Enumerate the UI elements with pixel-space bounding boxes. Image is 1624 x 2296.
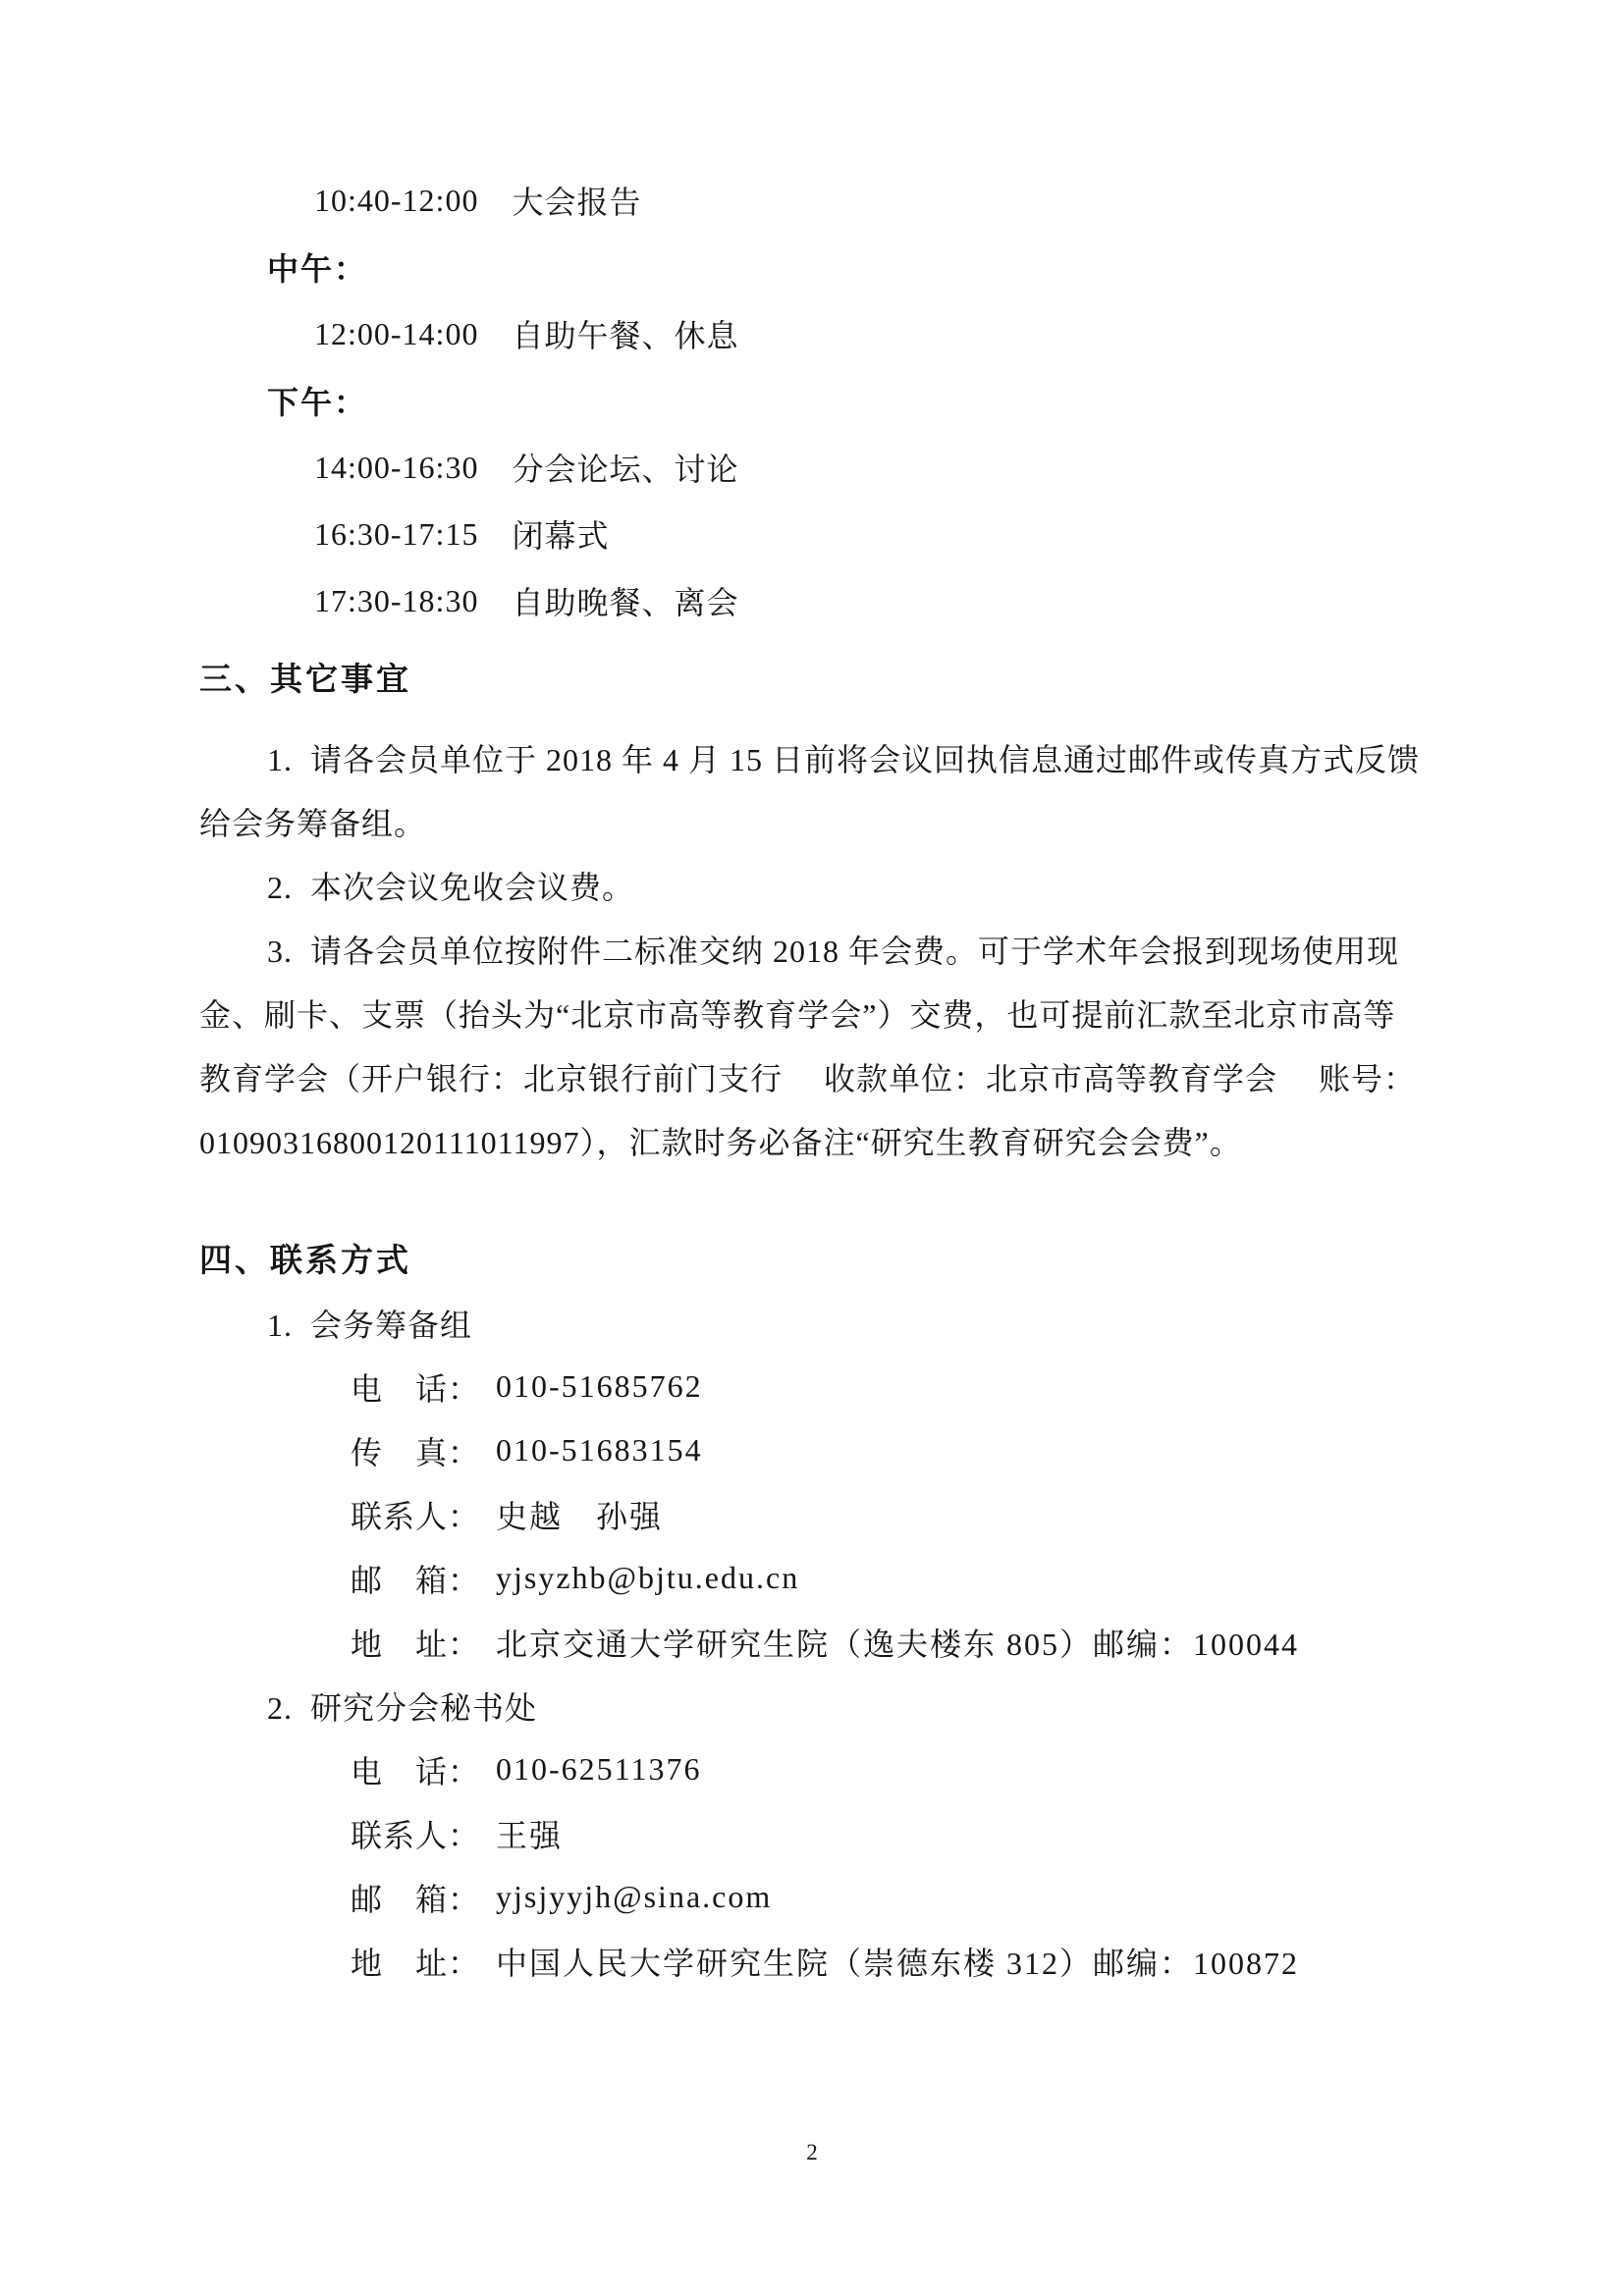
afternoon-label: 下午： [267, 385, 368, 420]
contact-value: 王强 [496, 1817, 564, 1853]
schedule-time: 14:00-16:30 [314, 449, 479, 485]
contact-label: 传 真： [351, 1434, 481, 1470]
schedule-activity: 闭幕式 [512, 518, 610, 554]
contact-value: 010-62511376 [496, 1751, 702, 1787]
paragraph-line: 1. 请各会员单位于 2018 年 4 月 15 日前将会议回执信息通过邮件或传真方式反馈 [267, 741, 1421, 777]
paragraph-line: 教育学会（开户银行：北京银行前门支行 收款单位：北京市高等教育学会 账号： [199, 1060, 1417, 1096]
schedule-activity: 大会报告 [512, 185, 642, 220]
contact-value: 中国人民大学研究生院（崇德东楼 312）邮编：100872 [496, 1945, 1300, 1981]
schedule-time-row [199, 501, 738, 567]
contact-value: 010-51685762 [496, 1368, 703, 1404]
contact-value: 010-51683154 [496, 1432, 703, 1468]
section-heading-contact: 四、联系方式 [199, 1243, 411, 1279]
contact-row-address [199, 1929, 1427, 1993]
schedule-time: 10:40-12:00 [314, 182, 479, 218]
contact-label: 地 址： [351, 1945, 481, 1981]
contact-value: 北京交通大学研究生院（逸夫楼东 805）邮编：100044 [496, 1626, 1300, 1662]
contact-row-phone [199, 1355, 1427, 1418]
contact-row-fax [199, 1418, 1427, 1482]
contact-label: 电 话： [351, 1370, 481, 1407]
section-heading-other-matters: 三、其它事宜 [199, 662, 411, 698]
contact-row-phone [199, 1737, 1427, 1801]
contact-value: yjsjyyjh@sina.com [496, 1879, 773, 1914]
contact-row-address [199, 1610, 1427, 1674]
schedule-time-row [199, 434, 738, 501]
contact-label: 邮 箱： [351, 1562, 481, 1598]
section-contact [199, 1224, 1427, 1993]
schedule-activity: 分会论坛、讨论 [512, 452, 739, 487]
schedule-time-row [199, 167, 738, 234]
schedule-activity: 自助午餐、休息 [512, 318, 739, 353]
schedule-time-row [199, 567, 738, 634]
schedule-time: 16:30-17:15 [314, 515, 479, 552]
schedule-time-row [199, 300, 738, 367]
paragraph-line: 3. 请各会员单位按附件二标准交纳 2018 年会费。可于学术年会报到现场使用现 [267, 933, 1400, 969]
paragraph-line: 01090316800120111011997），汇款时务必备注“研究生教育研究会会费”。 [199, 1124, 1242, 1160]
contact-label: 邮 箱： [351, 1881, 481, 1917]
contact-row-person [199, 1801, 1427, 1865]
contact-group-preparatory [199, 1291, 1427, 1674]
schedule-time: 12:00-14:00 [314, 315, 479, 351]
contact-row-person [199, 1482, 1427, 1546]
contact-value: 史越 孙强 [496, 1498, 664, 1534]
schedule-block [199, 167, 738, 634]
paragraph-line: 给会务筹备组。 [199, 805, 427, 841]
paragraph-line: 金、刷卡、支票（抬头为“北京市高等教育学会”）交费，也可提前汇款至北京市高等 [199, 996, 1396, 1033]
contact-label: 地 址： [351, 1626, 481, 1662]
other-matters-paragraphs [199, 725, 1427, 1172]
page-number: 2 [806, 2140, 818, 2164]
paragraph-line: 2. 本次会议免收会议费。 [267, 869, 635, 905]
contact-value: yjsyzhb@bjtu.edu.cn [496, 1560, 800, 1595]
contact-group-title: 1. 会务筹备组 [267, 1307, 473, 1343]
section-other-matters [199, 643, 1427, 1172]
contact-row-email [199, 1865, 1427, 1929]
contact-group-secretariat [199, 1674, 1427, 1993]
contact-group-title: 2. 研究分会秘书处 [267, 1689, 538, 1726]
contact-label: 电 话： [351, 1753, 481, 1789]
schedule-activity: 自助晚餐、离会 [512, 585, 739, 620]
contact-label: 联系人： [351, 1498, 481, 1534]
contact-row-email [199, 1546, 1427, 1610]
contact-label: 联系人： [351, 1817, 481, 1853]
noon-label: 中午： [267, 251, 368, 287]
schedule-time: 17:30-18:30 [314, 582, 479, 618]
